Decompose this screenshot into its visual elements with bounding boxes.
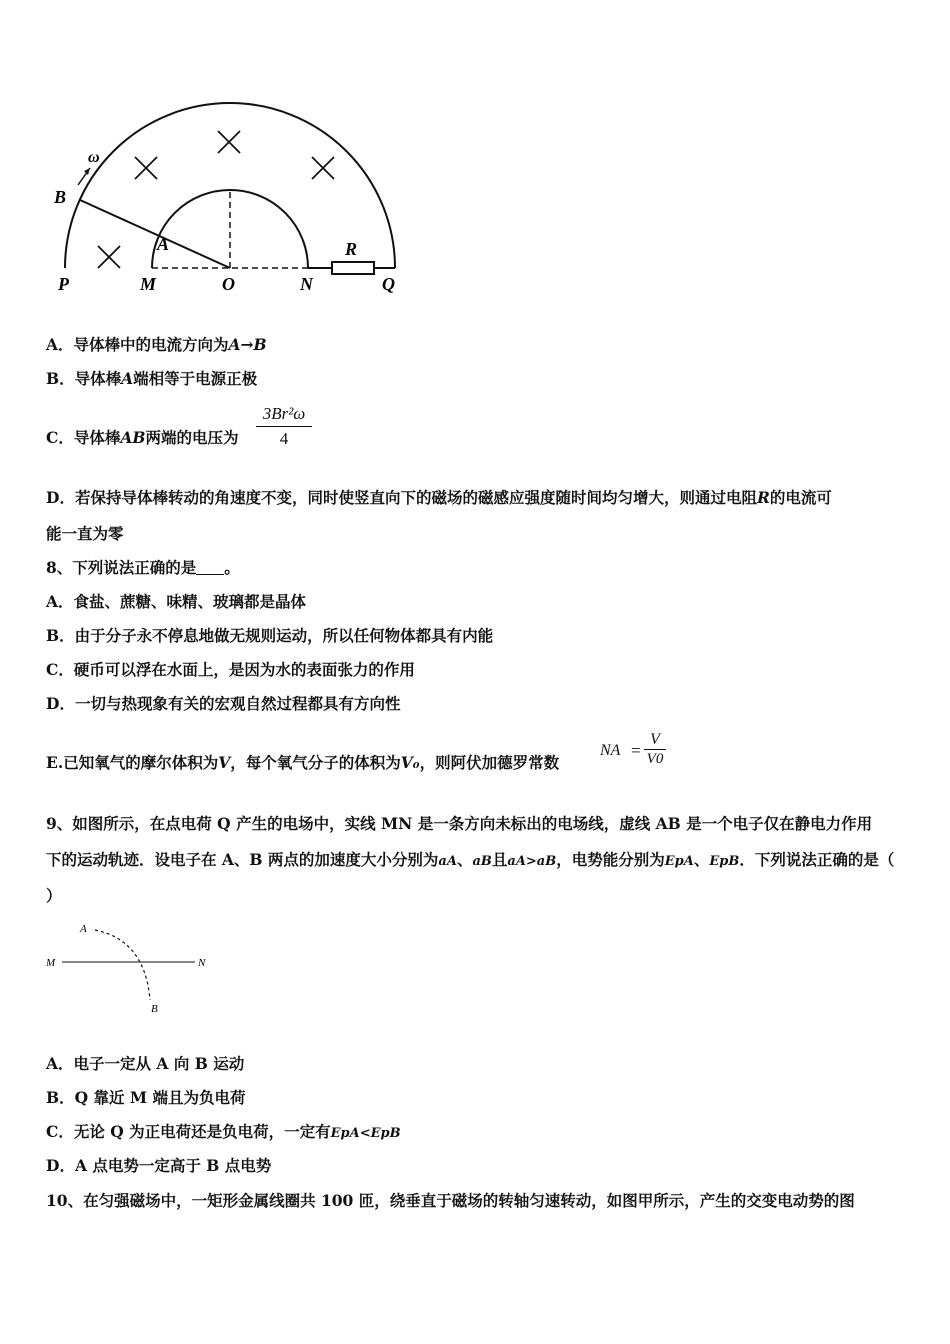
q9-stem-line2: 下的运动轨迹．设电子在 A、B 两点的加速度大小分别为aA、aB且aA>aB，电势能分别为EpA、EpB．下列说法正确的是（ (46, 850, 895, 869)
q9-stem-line3: ） (46, 886, 62, 905)
q8-option-c: C．硬币可以浮在水面上，是因为水的表面张力的作用 (46, 660, 415, 679)
q8-option-e: E.已知氧气的摩尔体积为V，每个氧气分子的体积为V₀，则阿伏加德罗常数 (46, 753, 560, 772)
label-M: M (46, 957, 56, 969)
q7-option-b: B．导体棒A端相等于电源正极 (46, 369, 258, 388)
label-A: A (80, 923, 87, 935)
q9-option-c: C．无论 Q 为正电荷还是负电荷，一定有EpA<EpB (46, 1122, 401, 1141)
q10-stem-line1: 10、在匀强磁场中，一矩形金属线圈共 100 匝，绕垂直于磁场的转轴匀速转动，如图甲所示，产生的交变电动势的图 (46, 1191, 855, 1210)
label-O: O (222, 274, 235, 294)
q9-option-d: D．A 点电势一定高于 B 点电势 (46, 1156, 272, 1175)
label-R: R (345, 239, 358, 259)
q7-option-c: C．导体棒AB两端的电压为 (46, 428, 239, 447)
q8-option-d: D．一切与热现象有关的宏观自然过程都具有方向性 (46, 694, 401, 713)
fraction-numerator: 3Br²ω (262, 404, 306, 423)
fraction-denominator: 4 (279, 429, 289, 448)
avogadro-symbol: NA (600, 742, 621, 759)
q8-option-b: B．由于分子永不停息地做无规则运动，所以任何物体都具有内能 (46, 626, 494, 645)
electron-trajectory (95, 930, 150, 1000)
q7-option-d: D．若保持导体棒转动的角速度不变，同时使竖直向下的磁场的磁感应强度随时间均匀增大，则通过电阻R的电流可 (46, 488, 832, 507)
fraction-numerator: V (650, 731, 660, 748)
q9-option-a: A．电子一定从 A 向 B 运动 (46, 1054, 245, 1073)
label-M: M (140, 274, 157, 294)
label-B: B (54, 187, 67, 207)
resistor-R (332, 262, 374, 274)
q7-option-d-cont: 能一直为零 (46, 524, 124, 543)
conductor-rod (80, 200, 230, 268)
label-N: N (300, 274, 313, 294)
q9-option-b: B．Q 靠近 M 端且为负电荷 (46, 1088, 246, 1107)
label-A: A (157, 234, 170, 254)
q7-option-a: A．导体棒中的电流方向为A→B (46, 335, 267, 354)
q9-figure (40, 918, 220, 1018)
q9-stem-line1: 9、如图所示，在点电荷 Q 产生的电场中，实线 MN 是一条方向未标出的电场线，虚线 AB 是一个电子仅在静电力作用 (46, 814, 873, 833)
answer-blank (196, 560, 224, 575)
q7-option-c-fraction (256, 404, 312, 449)
label-Q: Q (382, 274, 395, 294)
q8-stem: 8、下列说法正确的是 。 (46, 558, 240, 577)
q8-option-a: A．食盐、蔗糖、味精、玻璃都是晶体 (46, 592, 307, 611)
label-P: P (58, 274, 69, 294)
fraction-denominator: V0 (646, 751, 664, 767)
label-B: B (151, 1003, 158, 1015)
field-cross-icon (98, 131, 334, 268)
label-omega: ω (88, 149, 100, 166)
q7-figure (40, 90, 420, 305)
label-N: N (198, 957, 206, 969)
